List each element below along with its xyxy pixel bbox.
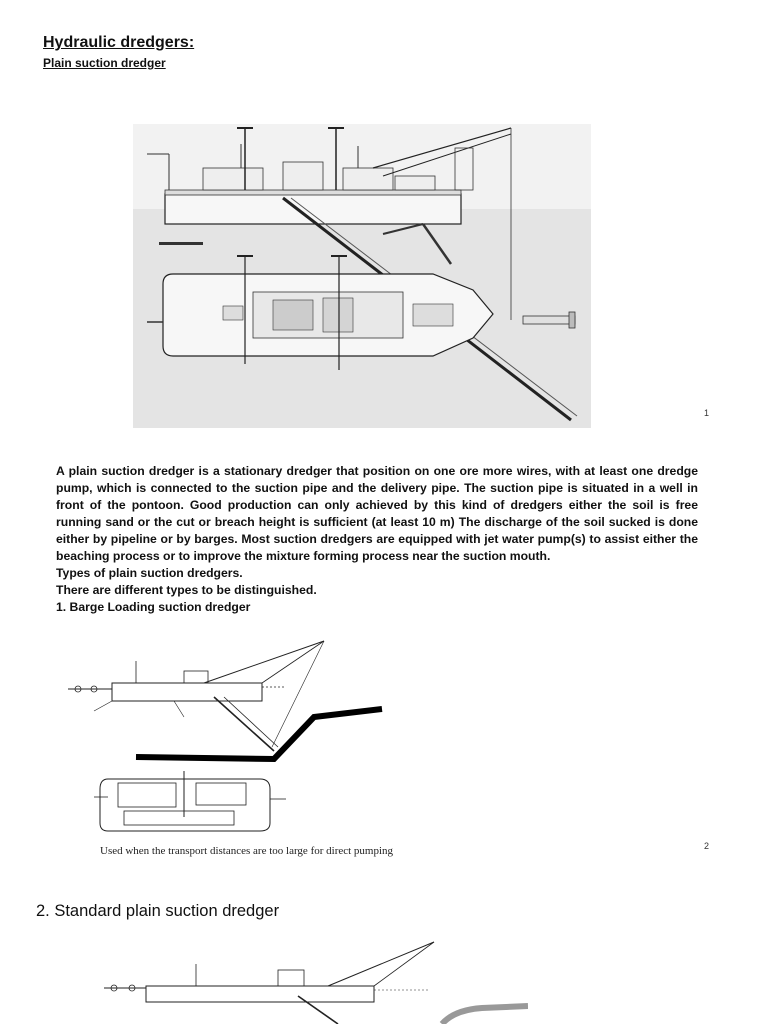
figure-caption: Used when the transport distances are too large for direct pumping [100, 845, 394, 857]
types-intro: There are different types to be distinguished. [56, 583, 317, 597]
intro-paragraph: A plain suction dredger is a stationary dredger that position on one ore more wires, with at least one dredge pump, which is connected to the suction pipe and the delivery pipe. The suction pipe is situated in a well in front of the pontoon. Good production can only achieved by this kind of dredgers either the soil is free running sand or the cut or breach height is sufficient (at least 10 m) The discharge of the soil sucked is done either by pipeline or by barges. Most suction dredgers are equipped with jet water pump(s) to assist either the beaching process or to improve the mixture forming process near the suction mouth. [56, 464, 698, 563]
types-heading: Types of plain suction dredgers. [56, 566, 243, 580]
type-1-heading: 1. Barge Loading suction dredger [56, 600, 251, 614]
section-subtitle: Plain suction dredger [43, 56, 166, 70]
page-title: Hydraulic dredgers: [43, 34, 195, 51]
standard-dredger-diagram [98, 940, 528, 1024]
section-heading: 2. Standard plain suction dredger [36, 902, 280, 920]
footnote-marker: 1 [704, 408, 710, 418]
dredger-diagram [133, 124, 591, 428]
barge-loading-diagram [64, 637, 404, 833]
body-text [56, 463, 698, 616]
footnote-marker: 2 [704, 841, 710, 851]
